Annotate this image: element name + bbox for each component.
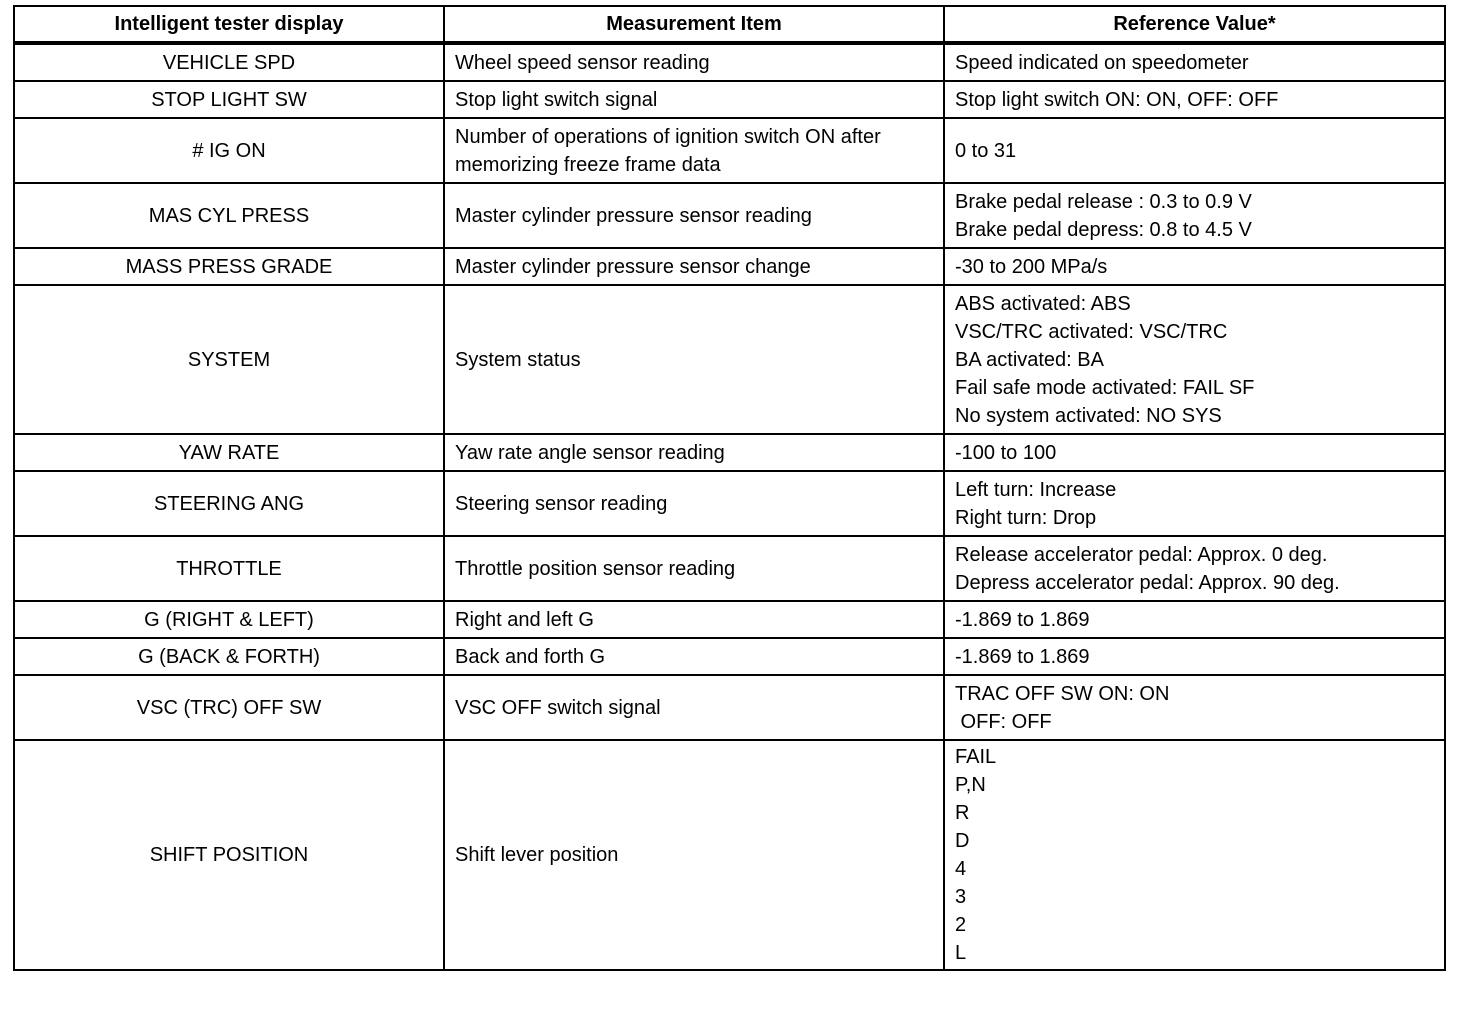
cell-tester-display: STOP LIGHT SW [14,81,444,118]
measurement-item-line: Back and forth G [455,645,606,668]
reference-value-line: Right turn: Drop [955,506,1097,529]
reference-value-line: Stop light switch ON: ON, OFF: OFF [955,88,1279,111]
reference-value-line: -30 to 200 MPa/s [955,255,1108,278]
cell-reference-value [944,675,1445,740]
cell-reference-value [944,81,1445,118]
cell-measurement-item [444,536,944,601]
cell-tester-display: VSC (TRC) OFF SW [14,675,444,740]
reference-value-line: BA activated: BA [955,348,1104,371]
table-row [14,536,1445,601]
cell-measurement-item [444,43,944,81]
reference-value-line: 0 to 31 [955,139,1017,162]
reference-value-table [13,5,1446,971]
measurement-item-line: Stop light switch signal [455,88,658,111]
cell-tester-display: SYSTEM [14,285,444,434]
reference-value-line: Left turn: Increase [955,478,1117,501]
cell-reference-value [944,536,1445,601]
table-row [14,740,1445,970]
measurement-item-line: System status [455,348,581,371]
cell-reference-value [944,434,1445,471]
measurement-item-line: memorizing freeze frame data [455,153,721,176]
table-row [14,81,1445,118]
cell-measurement-item [444,601,944,638]
cell-reference-value [944,471,1445,536]
table-row [14,471,1445,536]
cell-tester-display: G (RIGHT & LEFT) [14,601,444,638]
measurement-item-line: Right and left G [455,608,594,631]
cell-reference-value [944,248,1445,285]
reference-value-line: R [955,802,970,824]
reference-value-line: Depress accelerator pedal: Approx. 90 deg. [955,571,1340,594]
reference-value-line: L [955,942,967,964]
reference-value-line: Brake pedal release : 0.3 to 0.9 V [955,190,1252,213]
cell-tester-display: # IG ON [14,118,444,183]
measurement-item-line: Yaw rate angle sensor reading [455,441,725,464]
header-measurement-item: Measurement Item [444,6,944,43]
reference-value-line: Release accelerator pedal: Approx. 0 deg. [955,543,1328,566]
cell-tester-display: STEERING ANG [14,471,444,536]
cell-measurement-item [444,81,944,118]
header-tester-display: Intelligent tester display [14,6,444,43]
measurement-item-line: Throttle position sensor reading [455,557,736,580]
cell-tester-display: MASS PRESS GRADE [14,248,444,285]
cell-reference-value [944,285,1445,434]
cell-reference-value [944,740,1445,970]
cell-reference-value [944,638,1445,675]
cell-tester-display: SHIFT POSITION [14,740,444,970]
reference-value-line: ABS activated: ABS [955,292,1131,315]
cell-reference-value [944,43,1445,81]
cell-measurement-item [444,638,944,675]
reference-value-line: 3 [955,886,967,908]
cell-tester-display: MAS CYL PRESS [14,183,444,248]
table-row [14,601,1445,638]
cell-measurement-item [444,118,944,183]
measurement-item-line: Master cylinder pressure sensor reading [455,204,812,227]
reference-value-line: No system activated: NO SYS [955,404,1222,427]
reference-value-line: FAIL [955,746,997,768]
reference-value-line: -1.869 to 1.869 [955,645,1090,668]
cell-measurement-item [444,248,944,285]
cell-measurement-item [444,285,944,434]
reference-value-line: P,N [955,774,986,796]
measurement-item-line: Master cylinder pressure sensor change [455,255,811,278]
cell-tester-display: G (BACK & FORTH) [14,638,444,675]
table-row [14,43,1445,81]
header-reference-value: Reference Value* [944,6,1445,43]
cell-reference-value [944,183,1445,248]
reference-value-line: -1.869 to 1.869 [955,608,1090,631]
cell-tester-display: THROTTLE [14,536,444,601]
reference-value-line: 4 [955,858,967,880]
header-row [14,6,1445,43]
reference-value-line: Fail safe mode activated: FAIL SF [955,376,1255,399]
table-row [14,118,1445,183]
table-row [14,183,1445,248]
reference-value-line: Brake pedal depress: 0.8 to 4.5 V [955,218,1252,241]
cell-measurement-item [444,471,944,536]
table-row [14,638,1445,675]
cell-measurement-item [444,740,944,970]
table-row [14,285,1445,434]
table-row [14,434,1445,471]
measurement-item-line: Steering sensor reading [455,492,668,515]
cell-tester-display: YAW RATE [14,434,444,471]
cell-measurement-item [444,434,944,471]
cell-reference-value [944,601,1445,638]
table-row [14,675,1445,740]
cell-reference-value [944,118,1445,183]
reference-value-line: -100 to 100 [955,441,1057,464]
measurement-item-line: Number of operations of ignition switch ON after [455,125,881,148]
measurement-item-line: Shift lever position [455,844,619,866]
cell-tester-display: VEHICLE SPD [14,43,444,81]
reference-value-line: VSC/TRC activated: VSC/TRC [955,320,1228,343]
cell-measurement-item [444,675,944,740]
measurement-item-line: VSC OFF switch signal [455,696,661,719]
reference-value-line: D [955,830,970,852]
table-row [14,248,1445,285]
reference-value-line: 2 [955,914,967,936]
reference-value-line: TRAC OFF SW ON: ON [955,682,1170,705]
reference-value-line: OFF: OFF [955,710,1052,733]
measurement-item-line: Wheel speed sensor reading [455,51,710,74]
cell-measurement-item [444,183,944,248]
reference-value-line: Speed indicated on speedometer [955,51,1249,74]
